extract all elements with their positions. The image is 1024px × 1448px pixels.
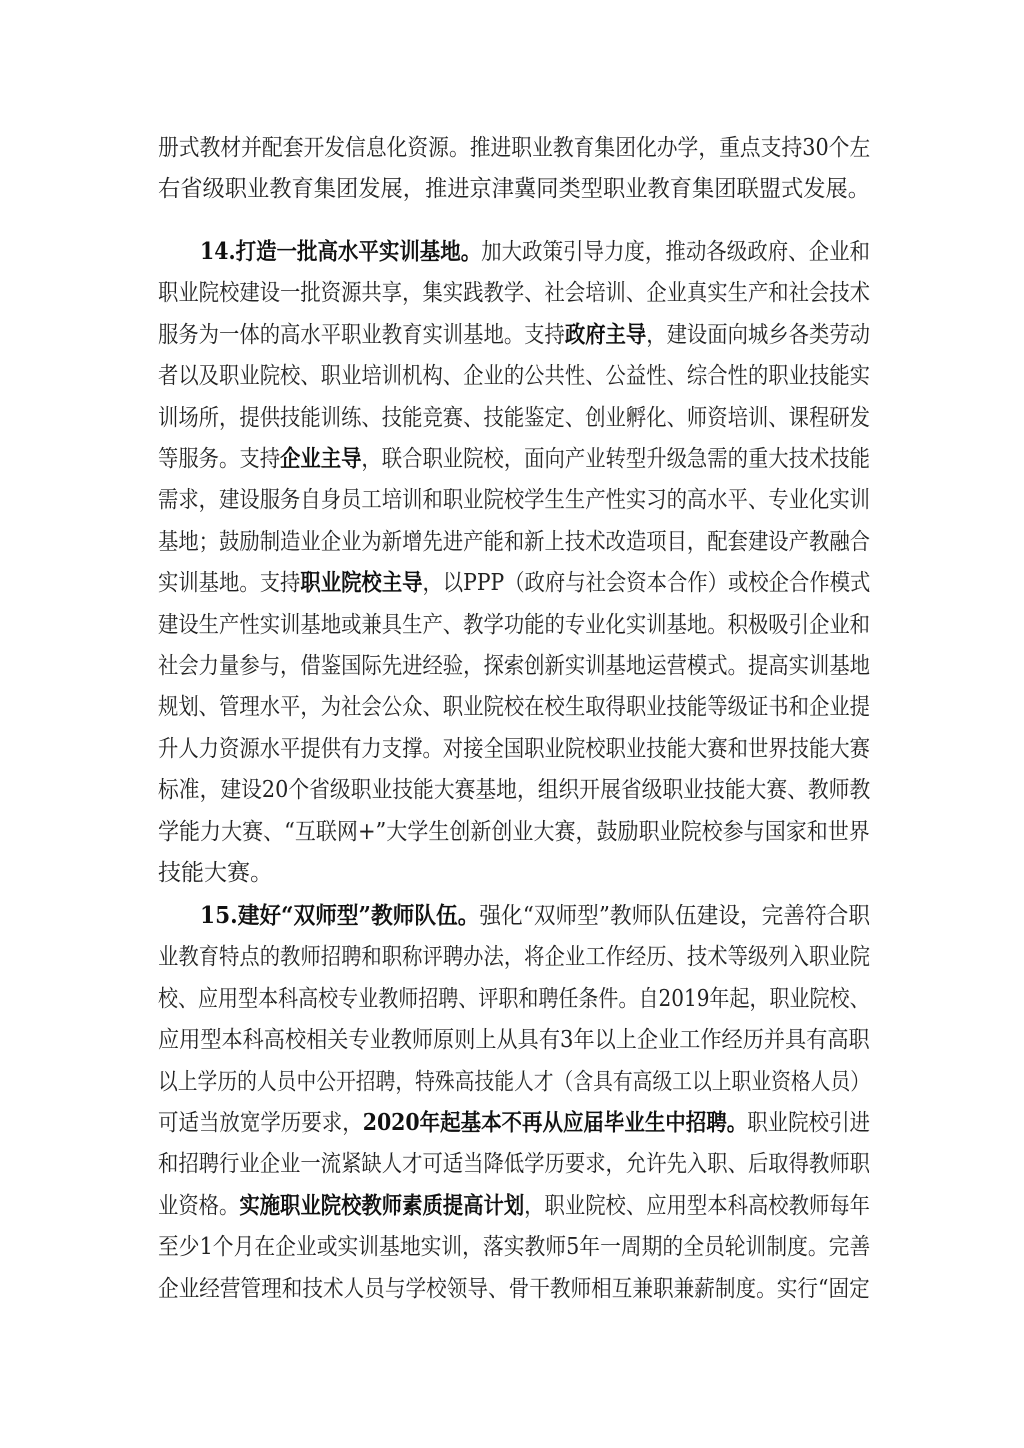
bold-text: 14.打造一批高水平实训基地。 <box>200 238 482 265</box>
paragraph-3-line-5 <box>158 1062 870 1102</box>
text-run: ，以PPP（政府与社会资本合作）或校企合作模式 <box>422 570 871 597</box>
paragraph-2-line-3 <box>158 315 870 355</box>
paragraph-3-line-3 <box>158 979 870 1019</box>
paragraph-3-line-2 <box>158 937 870 977</box>
text-run: 基地；鼓励制造业企业为新增先进产能和新上技术改造项目，配套建设产教融合 <box>158 528 870 555</box>
paragraph-3-line-4 <box>158 1020 870 1060</box>
text-run: 职业院校建设一批资源共享，集实践教学、社会培训、企业真实生产和社会技术 <box>158 280 870 307</box>
paragraph-2-line-13 <box>158 729 870 769</box>
bold-text: 2020年起基本不再从应届毕业生中招聘。 <box>362 1109 748 1136</box>
bold-text: 实施职业院校教师素质提高计划 <box>239 1191 525 1219</box>
paragraph-3-line-8 <box>158 1186 870 1226</box>
paragraph-2-line-1 <box>200 232 871 272</box>
paragraph-2-line-9 <box>158 563 871 603</box>
paragraph-2-line-6 <box>158 439 870 479</box>
text-run: 校、应用型本科高校专业教师招聘、评职和聘任条件。自2019年起，职业院校、 <box>158 985 870 1012</box>
text-run: 应用型本科高校相关专业教师原则上从具有3年以上企业工作经历并具有高职 <box>158 1027 870 1054</box>
paragraph-2-line-5 <box>158 398 870 438</box>
paragraph-2-line-11 <box>158 646 870 686</box>
text-run: ，职业院校、应用型本科高校教师每年 <box>524 1192 870 1219</box>
paragraph-1-line-2 <box>158 169 870 209</box>
text-run: 技能大赛。 <box>158 860 273 886</box>
paragraph-2-line-8 <box>158 522 870 562</box>
paragraph-3-line-9 <box>158 1227 871 1267</box>
paragraph-2-line-2 <box>158 273 870 313</box>
paragraph-1-line-1 <box>158 128 871 168</box>
paragraph-2-line-12 <box>158 687 870 727</box>
text-run: 以上学历的人员中公开招聘，特殊高技能人才（含具有高级工以上职业资格人员） <box>158 1068 870 1095</box>
text-run: 社会力量参与，借鉴国际先进经验，探索创新实训基地运营模式。提高实训基地 <box>158 653 870 679</box>
text-run: 业教育特点的教师招聘和职称评聘办法，将企业工作经历、技术等级列入职业院 <box>158 944 870 971</box>
text-run: 学能力大赛、“互联网+”大学生创新创业大赛，鼓励职业院校参与国家和世界 <box>158 818 870 845</box>
bold-text: 15.建好“双师型”教师队伍。 <box>200 902 480 929</box>
text-run: 需求，建设服务自身员工培训和职业院校学生生产性实习的高水平、专业化实训 <box>158 487 870 514</box>
text-run: 可适当放宽学历要求， <box>158 1110 363 1136</box>
paragraph-3-line-10 <box>158 1269 870 1309</box>
paragraph-3-line-6 <box>158 1103 871 1143</box>
paragraph-2-line-7 <box>158 480 870 520</box>
text-run: 职业院校引进 <box>747 1110 871 1136</box>
text-run: 标准，建设20个省级职业技能大赛基地，组织开展省级职业技能大赛、教师教 <box>158 777 871 804</box>
text-run: 等服务。支持 <box>158 446 281 472</box>
text-run: 和招聘行业企业一流紧缺人才可适当降低学历要求，允许先入职、后取得教师职 <box>158 1151 870 1178</box>
paragraph-3-line-7 <box>158 1144 870 1184</box>
bold-text: 企业主导 <box>280 445 362 472</box>
text-run: 规划、管理水平，为社会公众、职业院校在校生取得职业技能等级证书和企业提 <box>158 694 870 721</box>
paragraph-2-line-10 <box>158 605 870 645</box>
paragraph-2-line-14 <box>158 770 871 810</box>
text-run: 训场所，提供技能训练、技能竞赛、技能鉴定、创业孵化、师资培训、课程研发 <box>158 404 870 431</box>
paragraph-2-line-16 <box>158 853 870 893</box>
text-run: 企业经营管理和技术人员与学校领导、骨干教师相互兼职兼薪制度。实行“固定 <box>158 1275 870 1302</box>
text-run: ，建设面向城乡各类劳动 <box>646 321 870 348</box>
text-run: 强化“双师型”教师队伍建设，完善符合职 <box>479 903 871 929</box>
text-run: ，联合职业院校，面向产业转型升级急需的重大技术技能 <box>361 446 870 472</box>
paragraph-2-line-15 <box>158 812 870 852</box>
bold-text: 职业院校主导 <box>300 569 423 597</box>
text-run: 建设生产性实训基地或兼具生产、教学功能的专业化实训基地。积极吸引企业和 <box>158 611 870 638</box>
paragraph-2-line-4 <box>158 356 870 396</box>
text-run: 业资格。 <box>158 1192 240 1219</box>
text-run: 册式教材并配套开发信息化资源。推进职业教育集团化办学，重点支持30个左 <box>158 135 871 161</box>
text-run: 者以及职业院校、职业培训机构、企业的公共性、公益性、综合性的职业技能实 <box>158 363 870 390</box>
text-run: 升人力资源水平提供有力支撑。对接全国职业院校职业技能大赛和世界技能大赛 <box>158 735 870 762</box>
text-run: 加大政策引导力度，推动各级政府、企业和 <box>481 239 871 265</box>
text-run: 实训基地。支持 <box>158 570 301 597</box>
bold-text: 政府主导 <box>564 320 647 348</box>
text-run: 至少1个月在企业或实训基地实训，落实教师5年一周期的全员轮训制度。完善 <box>158 1234 871 1261</box>
paragraph-3-line-1 <box>200 896 871 936</box>
text-run: 服务为一体的高水平职业教育实训基地。支持 <box>158 321 565 348</box>
text-run: 右省级职业教育集团发展，推进京津冀同类型职业教育集团联盟式发展。 <box>158 176 870 203</box>
